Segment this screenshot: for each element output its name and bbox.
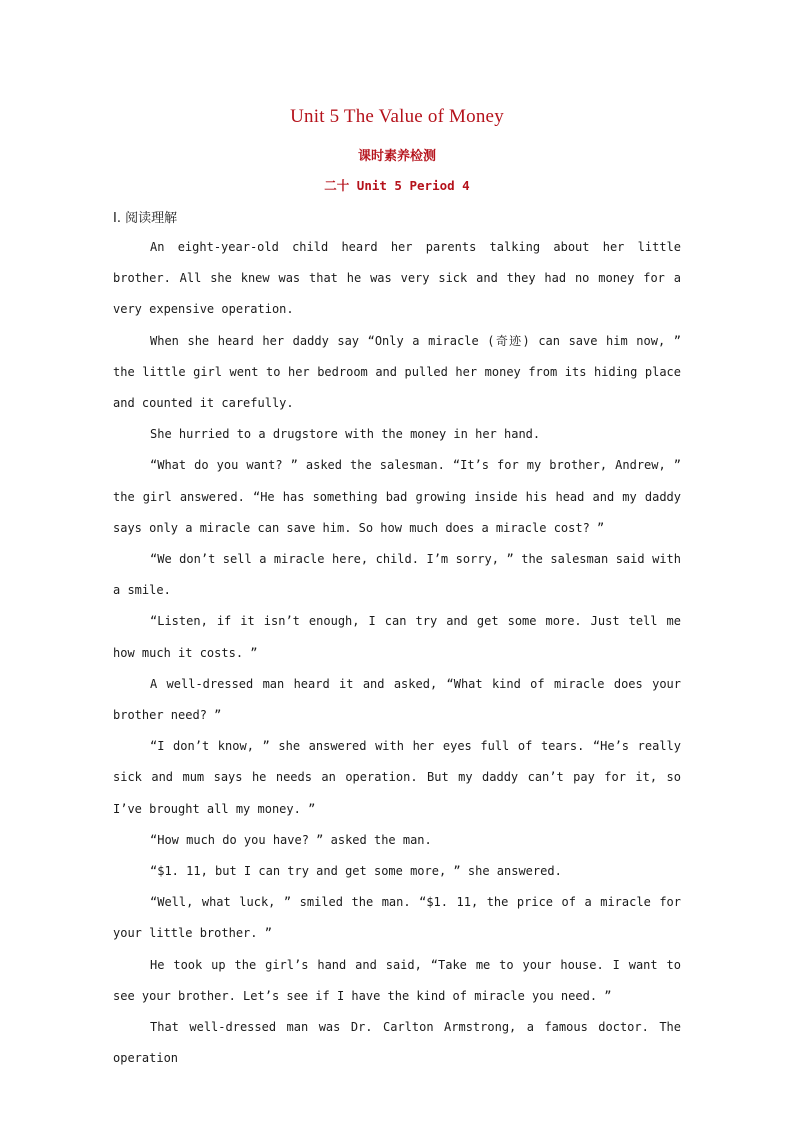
section-heading: Ⅰ. 阅读理解 <box>113 211 178 226</box>
paragraph: A well-dressed man heard it and asked, “What kind of miracle does your brother need? ” <box>113 676 681 723</box>
subtitle: 课时素养检测 <box>357 149 436 164</box>
paragraph: “What do you want? ” asked the salesman. “It’s for my brother, Andrew, ” the girl answered. “He has something bad growing inside his head and my daddy says only a miracle can save him. So how much does a miracle cost? ” <box>113 458 681 535</box>
paragraph: When she heard her daddy say “Only a miracle (奇迹) can save him now, ” the little girl went to her bedroom and pulled her money from its hiding place and counted it carefully. <box>113 333 681 411</box>
paragraph: “Listen, if it isn’t enough, I can try and get some more. Just tell me how much it costs. ” <box>113 614 681 660</box>
paragraph: “We don’t sell a miracle here, child. I’m sorry, ” the salesman said with a smile. <box>113 552 681 598</box>
paragraph: He took up the girl’s hand and said, “Take me to your house. I want to see your brother. Let’s see if I have the kind of miracle you need. ” <box>113 957 681 1003</box>
unit-title: Unit 5 The Value of Money <box>290 106 504 127</box>
reading-passage <box>113 232 681 1074</box>
paragraph: “How much do you have? ” asked the man. <box>150 832 432 847</box>
paragraph: “Well, what luck, ” smiled the man. “$1. 11, the price of a miracle for your little brother. ” <box>113 895 681 941</box>
period-label: 二十 Unit 5 Period 4 <box>324 178 470 193</box>
paragraph: She hurried to a drugstore with the money in her hand. <box>150 427 541 442</box>
paragraph: An eight-year-old child heard her parents talking about her little brother. All she knew was that he was very sick and they had no money for a very expensive operation. <box>113 240 681 317</box>
paragraph: That well-dressed man was Dr. Carlton Armstrong, a famous doctor. The operation <box>113 1020 681 1066</box>
paragraph: “I don’t know, ” she answered with her eyes full of tears. “He’s really sick and mum says he needs an operation. But my daddy can’t pay for it, so I’ve brought all my money. ” <box>113 739 681 816</box>
paragraph: “$1. 11, but I can try and get some more, ” she answered. <box>150 864 562 879</box>
